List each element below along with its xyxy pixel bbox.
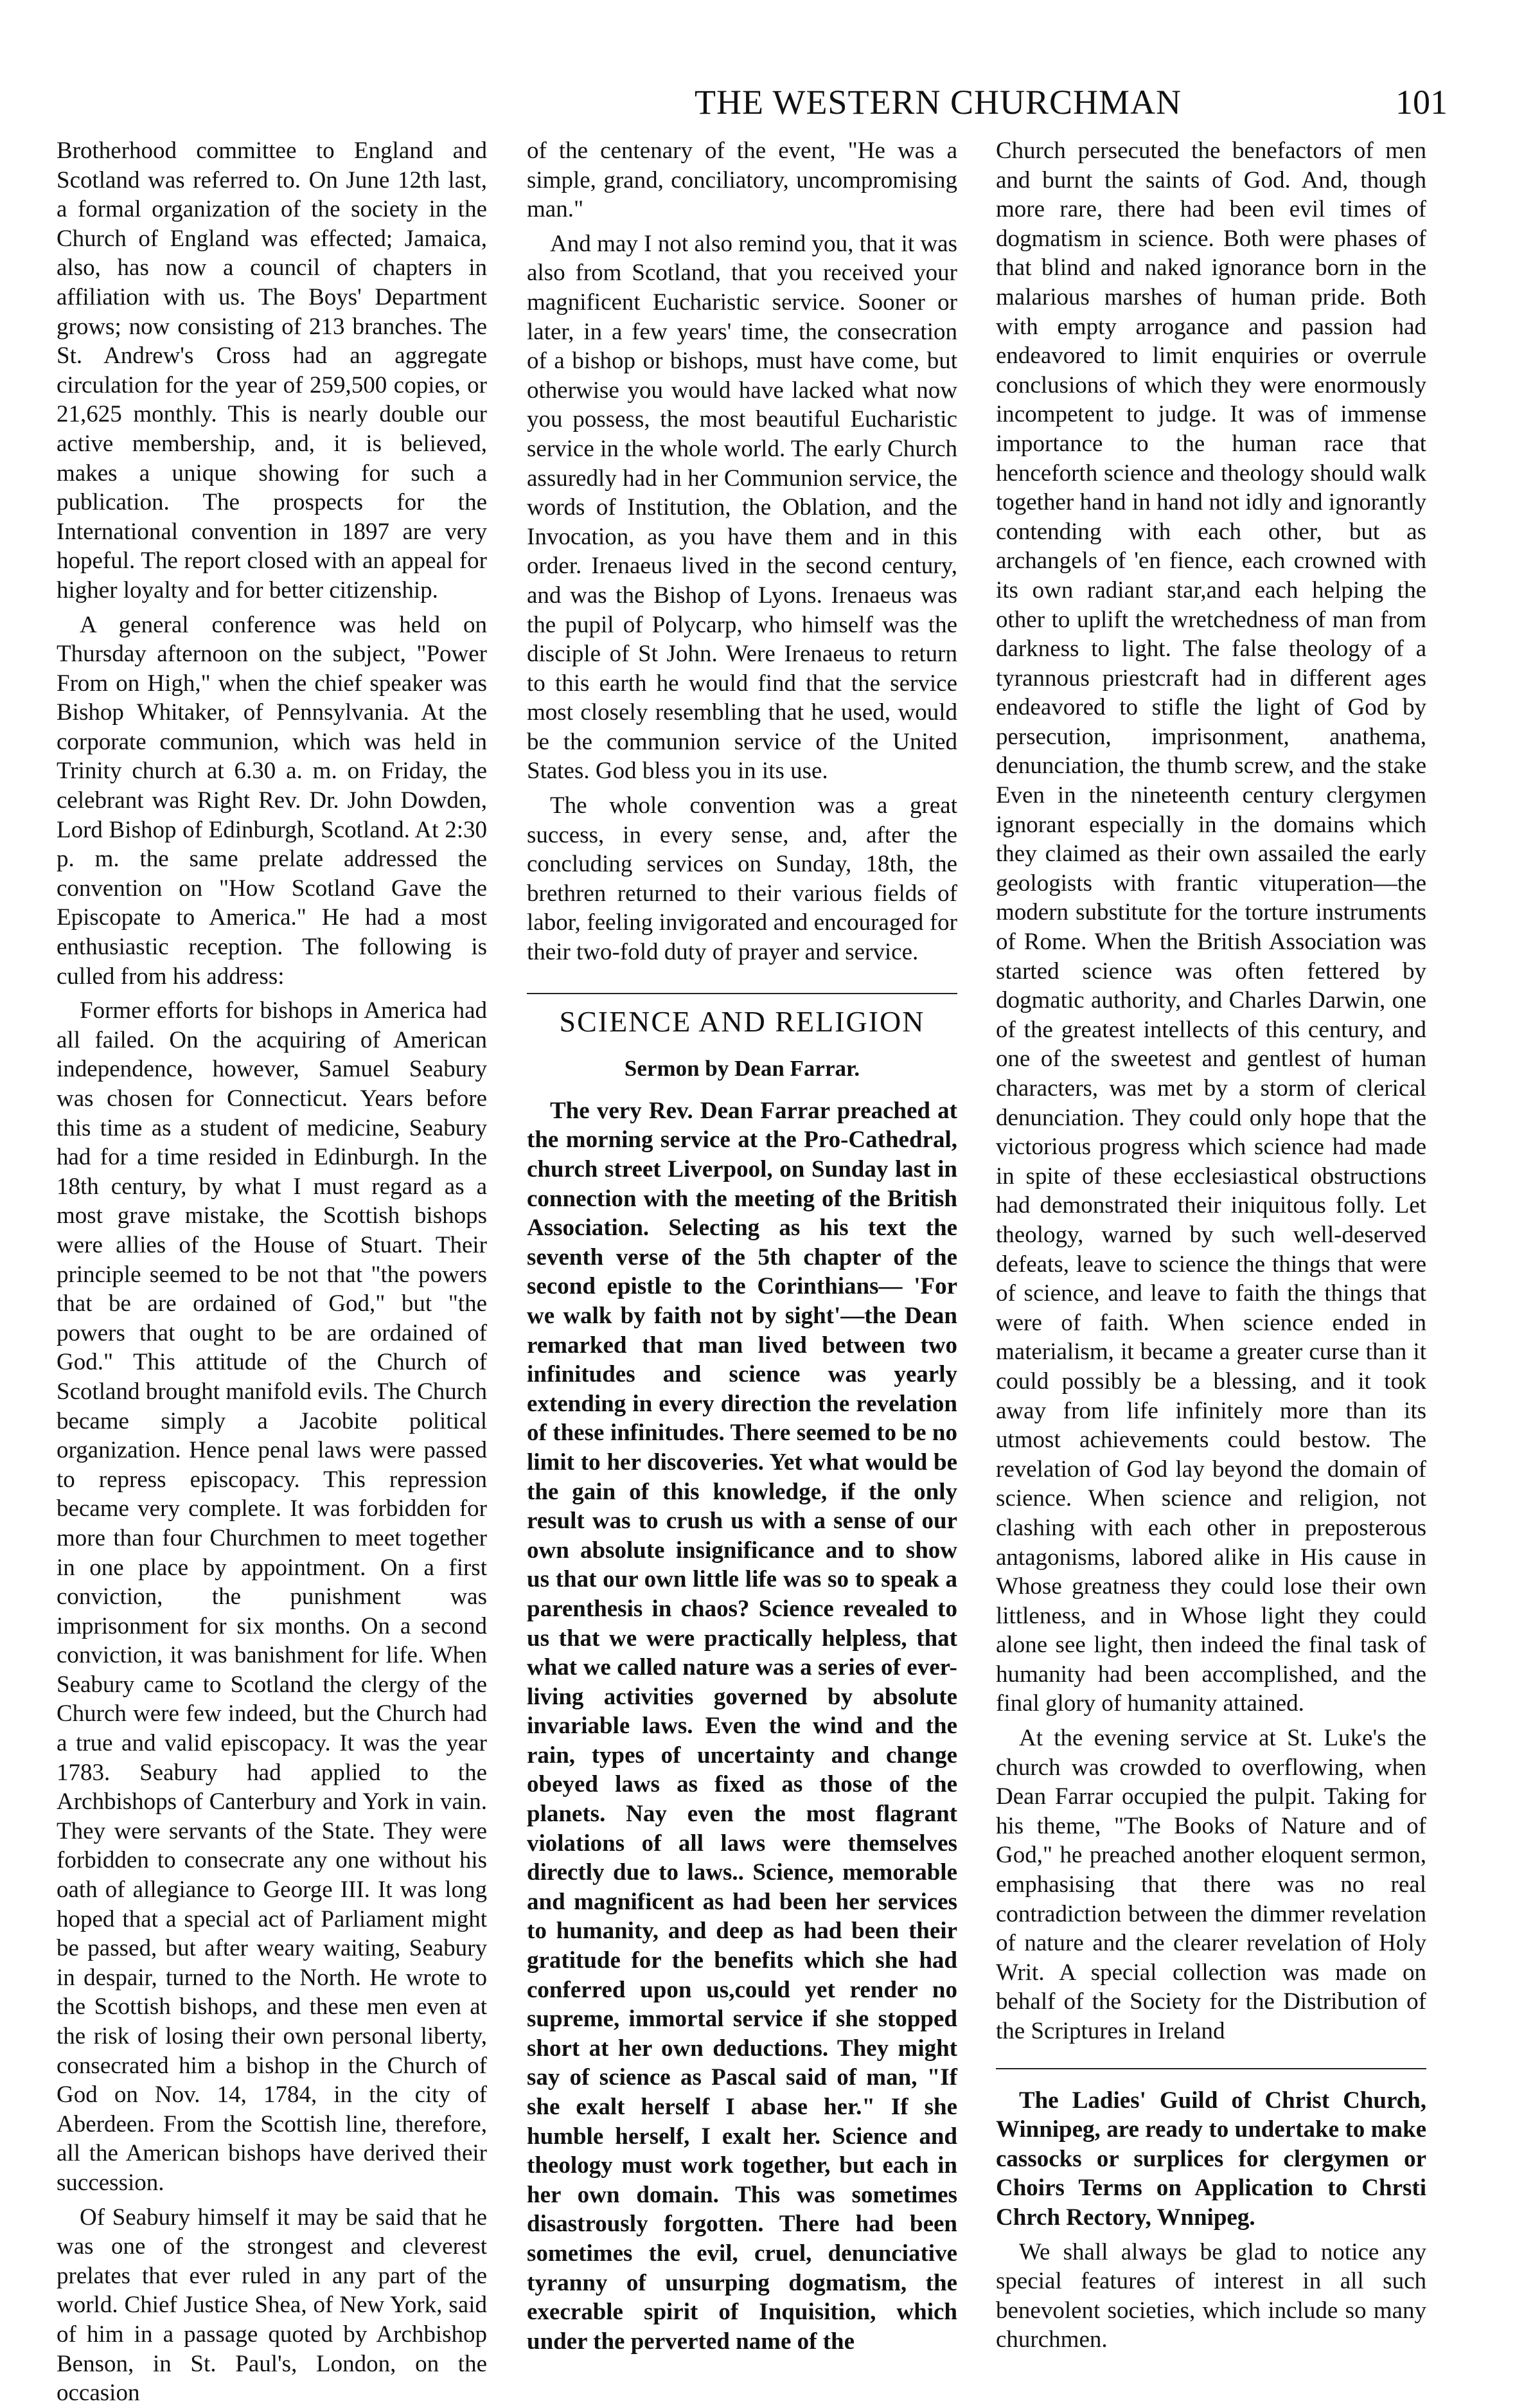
article-paragraph: of the centenary of the event, "He was a simple, grand, conciliatory, uncompromising man." bbox=[527, 138, 957, 223]
article-paragraph: Brotherhood committee to England and Scotland was referred to. On June 12th last, a formal organization of the society in the Church of England was effected; Jamaica, also, has now a council of chapters in affiliation with us. The Boys' Department grows; now consisting of 213 branches. The St. Andrew's Cross had an aggregate circulation for the year of 259,500 copies, or 21,625 monthly. This is nearly double our active membership, and, it is believed, makes a unique showing for such a publication. The prospects for the International convention in 1897 are very hopeful. The report closed with an appeal for higher loyalty and for better citizenship. bbox=[57, 138, 487, 603]
article-heading: SCIENCE AND RELIGION bbox=[527, 993, 957, 1037]
article-paragraph: Of Seabury himself it may be said that he was one of the strongest and cleverest prelates that ever ruled in any part of the world. Chief Justice Shea, of New York, said of him in a passage quoted by Archbishop Benson, in St. Paul's, London, on the occasion bbox=[57, 2204, 487, 2407]
article-paragraph: And may I not also remind you, that it was also from Scotland, that you received your magnificent Eucharistic service. Sooner or later, in a few years' time, the consecration of a bishop or bishops, must have come, but otherwise you would have lacked what now you possess, the most beautiful Eucharistic service in the whole world. The early Church assuredly had in her Communion service, the words of Institution, the Oblation, and the Invocation, as you have them and in this order. Irenaeus lived in the second century, and was the Bishop of Lyons. Irenaeus was the pupil of Polycarp, who himself was the disciple of St John. Were Irenaeus to return to this earth he would find that the service most closely resembling that he used, would be the communion service of the United States. God bless you in its use. bbox=[527, 230, 957, 785]
article-paragraph: Former efforts for bishops in America had all failed. On the acquiring of American independence, however, Samuel Seabury was chosen for Connecticut. Years before this time as a student of medicine, Seabury had for a time resided in Edinburgh. In the 18th century, by what I must regard as a most grave mistake, the Scottish bishops were allies of the House of Stuart. Their principle seemed to be not that "the powers that be are ordained of God," but "the powers that ought to be are ordained of God." This attitude of the Church of Scotland brought manifold evils. The Church became simply a Jacobite political organization. Hence penal laws were passed to repress episcopacy. This repression became very complete. It was forbidden for more than four Churchmen to meet together in one place by appointment. On a first conviction, the punishment was imprisonment for six months. On a second conviction, it was banishment for life. When Seabury came to Scotland the clergy of the Church were few indeed, but the Church had a true and valid episcopacy. It was the year 1783. Seabury had applied to the Archbishops of Canterbury and York in vain. They were servants of the State. They were forbidden to consecrate any one without his oath of allegiance to George III. It was long hoped that a special act of Parliament might be passed, but after weary waiting, Seabury in despair, turned to the North. He wrote to the Scottish bishops, and these men even at the risk of losing their own personal liberty, consecrated him a bishop in the Church of God on Nov. 14, 1784, in the city of Aberdeen. From the Scottish line, therefore, all the American bishops have derived their succession. bbox=[57, 997, 487, 2196]
masthead-title: THE WESTERN CHURCHMAN bbox=[694, 83, 1182, 121]
page-number: 101 bbox=[1396, 83, 1448, 121]
column-right bbox=[996, 136, 1426, 2353]
divider bbox=[996, 2068, 1426, 2069]
column-left bbox=[57, 136, 487, 2407]
article-paragraph: The very Rev. Dean Farrar preached at the morning service at the Pro-Cathedral, church street Liverpool, on Sunday last in connection with the meeting of the British Association. Selecting as his text the seventh verse of the 5th chapter of the second epistle to the Corinthians— 'For we walk by faith not by sight'—the Dean remarked that man lived between two infinitudes and science was yearly extending in every direction the revelation of these infinitudes. There seemed to be no limit to her discoveries. Yet what would be the gain of this knowledge, if the only result was to crush us with a sense of our own absolute insignificance and to show us that our own little life was so to speak a parenthesis in chaos? Science revealed to us that we were practically helpless, that what we called nature was a series of ever-living activities governed by absolute invariable laws. Even the wind and the rain, types of uncertainty and change obeyed laws as fixed as those of the planets. Nay even the most flagrant violations of all laws were themselves directly due to laws.. Science, memorable and magnificent as had been her services to humanity, and deep as had been their gratitude for the benefits which she had conferred upon us,could yet render no supreme, immortal service if she stopped short at her own deductions. They might say of science as Pascal said of man, "If she exalt herself I abase her." If she humble herself, I exalt her. Science and theology must work together, but each in her own domain. This was sometimes disastrously forgotten. There had been sometimes the evil, cruel, denunciative tyranny of unsurping dogmatism, the execrable spirit of Inquisition, which under the perverted name of the bbox=[527, 1097, 957, 2355]
article-paragraph: The whole convention was a great success, in every sense, and, after the concluding services on Sunday, 18th, the brethren returned to their various fields of labor, feeling invigorated and encouraged for their two-fold duty of prayer and service. bbox=[527, 792, 957, 966]
article-paragraph: At the evening service at St. Luke's the church was crowded to overflowing, when Dean Farrar occupied the pulpit. Taking for his theme, "The Books of Nature and of God," he preached another eloquent sermon, emphasising that there was no real contradiction between the dimmer revelation of nature and the clearer revelation of Holy Writ. A special collection was made on behalf of the Society for the Distribution of the Scriptures in Ireland bbox=[996, 1725, 1426, 2044]
closing-notice: We shall always be glad to notice any special features of interest in all such benevolent societies, which include so many churchmen. bbox=[996, 2238, 1426, 2353]
article-paragraph: A general conference was held on Thursday afternoon on the subject, "Power From on High," when the chief speaker was Bishop Whitaker, of Pennsylvania. At the corporate communion, which was held in Trinity church at 6.30 a. m. on Friday, the celebrant was Right Rev. Dr. John Dowden, Lord Bishop of Edinburgh, Scotland. At 2:30 p. m. the same prelate addressed the convention on "How Scotland Gave the Episcopate to America." He had a most enthusiastic reception. The following is culled from his address: bbox=[57, 611, 487, 990]
article-paragraph: Church persecuted the benefactors of men and burnt the saints of God. And, though more rare, there had been evil times of dogmatism in science. Both were phases of that blind and naked ignorance born in the malarious marshes of human pride. Both with empty arrogance and passion had endeavored to limit enquiries or overrule conclusions of which they were enormously incompetent to judge. It was of immense importance to the human race that henceforth science and theology should walk together hand in hand not idly and ignorantly contending with each other, but as archangels of 'en fience, each crowned with its own radiant star,and each helping the other to uplift the wretchedness of man from darkness to light. The false theology of a tyrannous priestcraft had in different ages endeavored to stifle the light of God by persecution, imprisonment, anathema, denunciation, the thumb screw, and the stake Even in the nineteenth century clergymen ignorant especially in the domains which they claimed as their own assailed the early geologists with frantic vituperation—the modern substitute for the torture instruments of Rome. When the British Association was started science was often fettered by dogmatic authority, and Charles Darwin, one of the greatest intellects of this century, and one of the sweetest and gentlest of human characters, was met by a storm of clerical denunciation. They could only hope that the victorious progress which science had made in spite of these ecclesiastical obstructions had demonstrated their iniquitous folly. Let theology, warned by such well-deserved defeats, leave to science the things that were of science, and leave to faith the things that were of faith. When science ended in materialism, it became a greater curse than it could possibly be a blessing, and it took away from life infinitely more than its utmost achievements could bestow. The revelation of God lay beyond the domain of science. When science and religion, not clashing with each other in preposterous antagonisms, labored alike in His cause in Whose greatness they could lose their own littleness, and in Whose light they could alone see light, then indeed the final task of humanity had been accomplished, and the final glory of humanity attained. bbox=[996, 138, 1426, 1717]
guild-notice: The Ladies' Guild of Christ Church, Winnipeg, are ready to undertake to make cassocks or surplices for clergymen or Choirs Terms on Application to Chrsti Chrch Rectory, Wnnipeg. bbox=[996, 2087, 1426, 2231]
article-subheading: Sermon by Dean Farrar. bbox=[624, 1056, 860, 1082]
column-middle bbox=[527, 136, 957, 2355]
